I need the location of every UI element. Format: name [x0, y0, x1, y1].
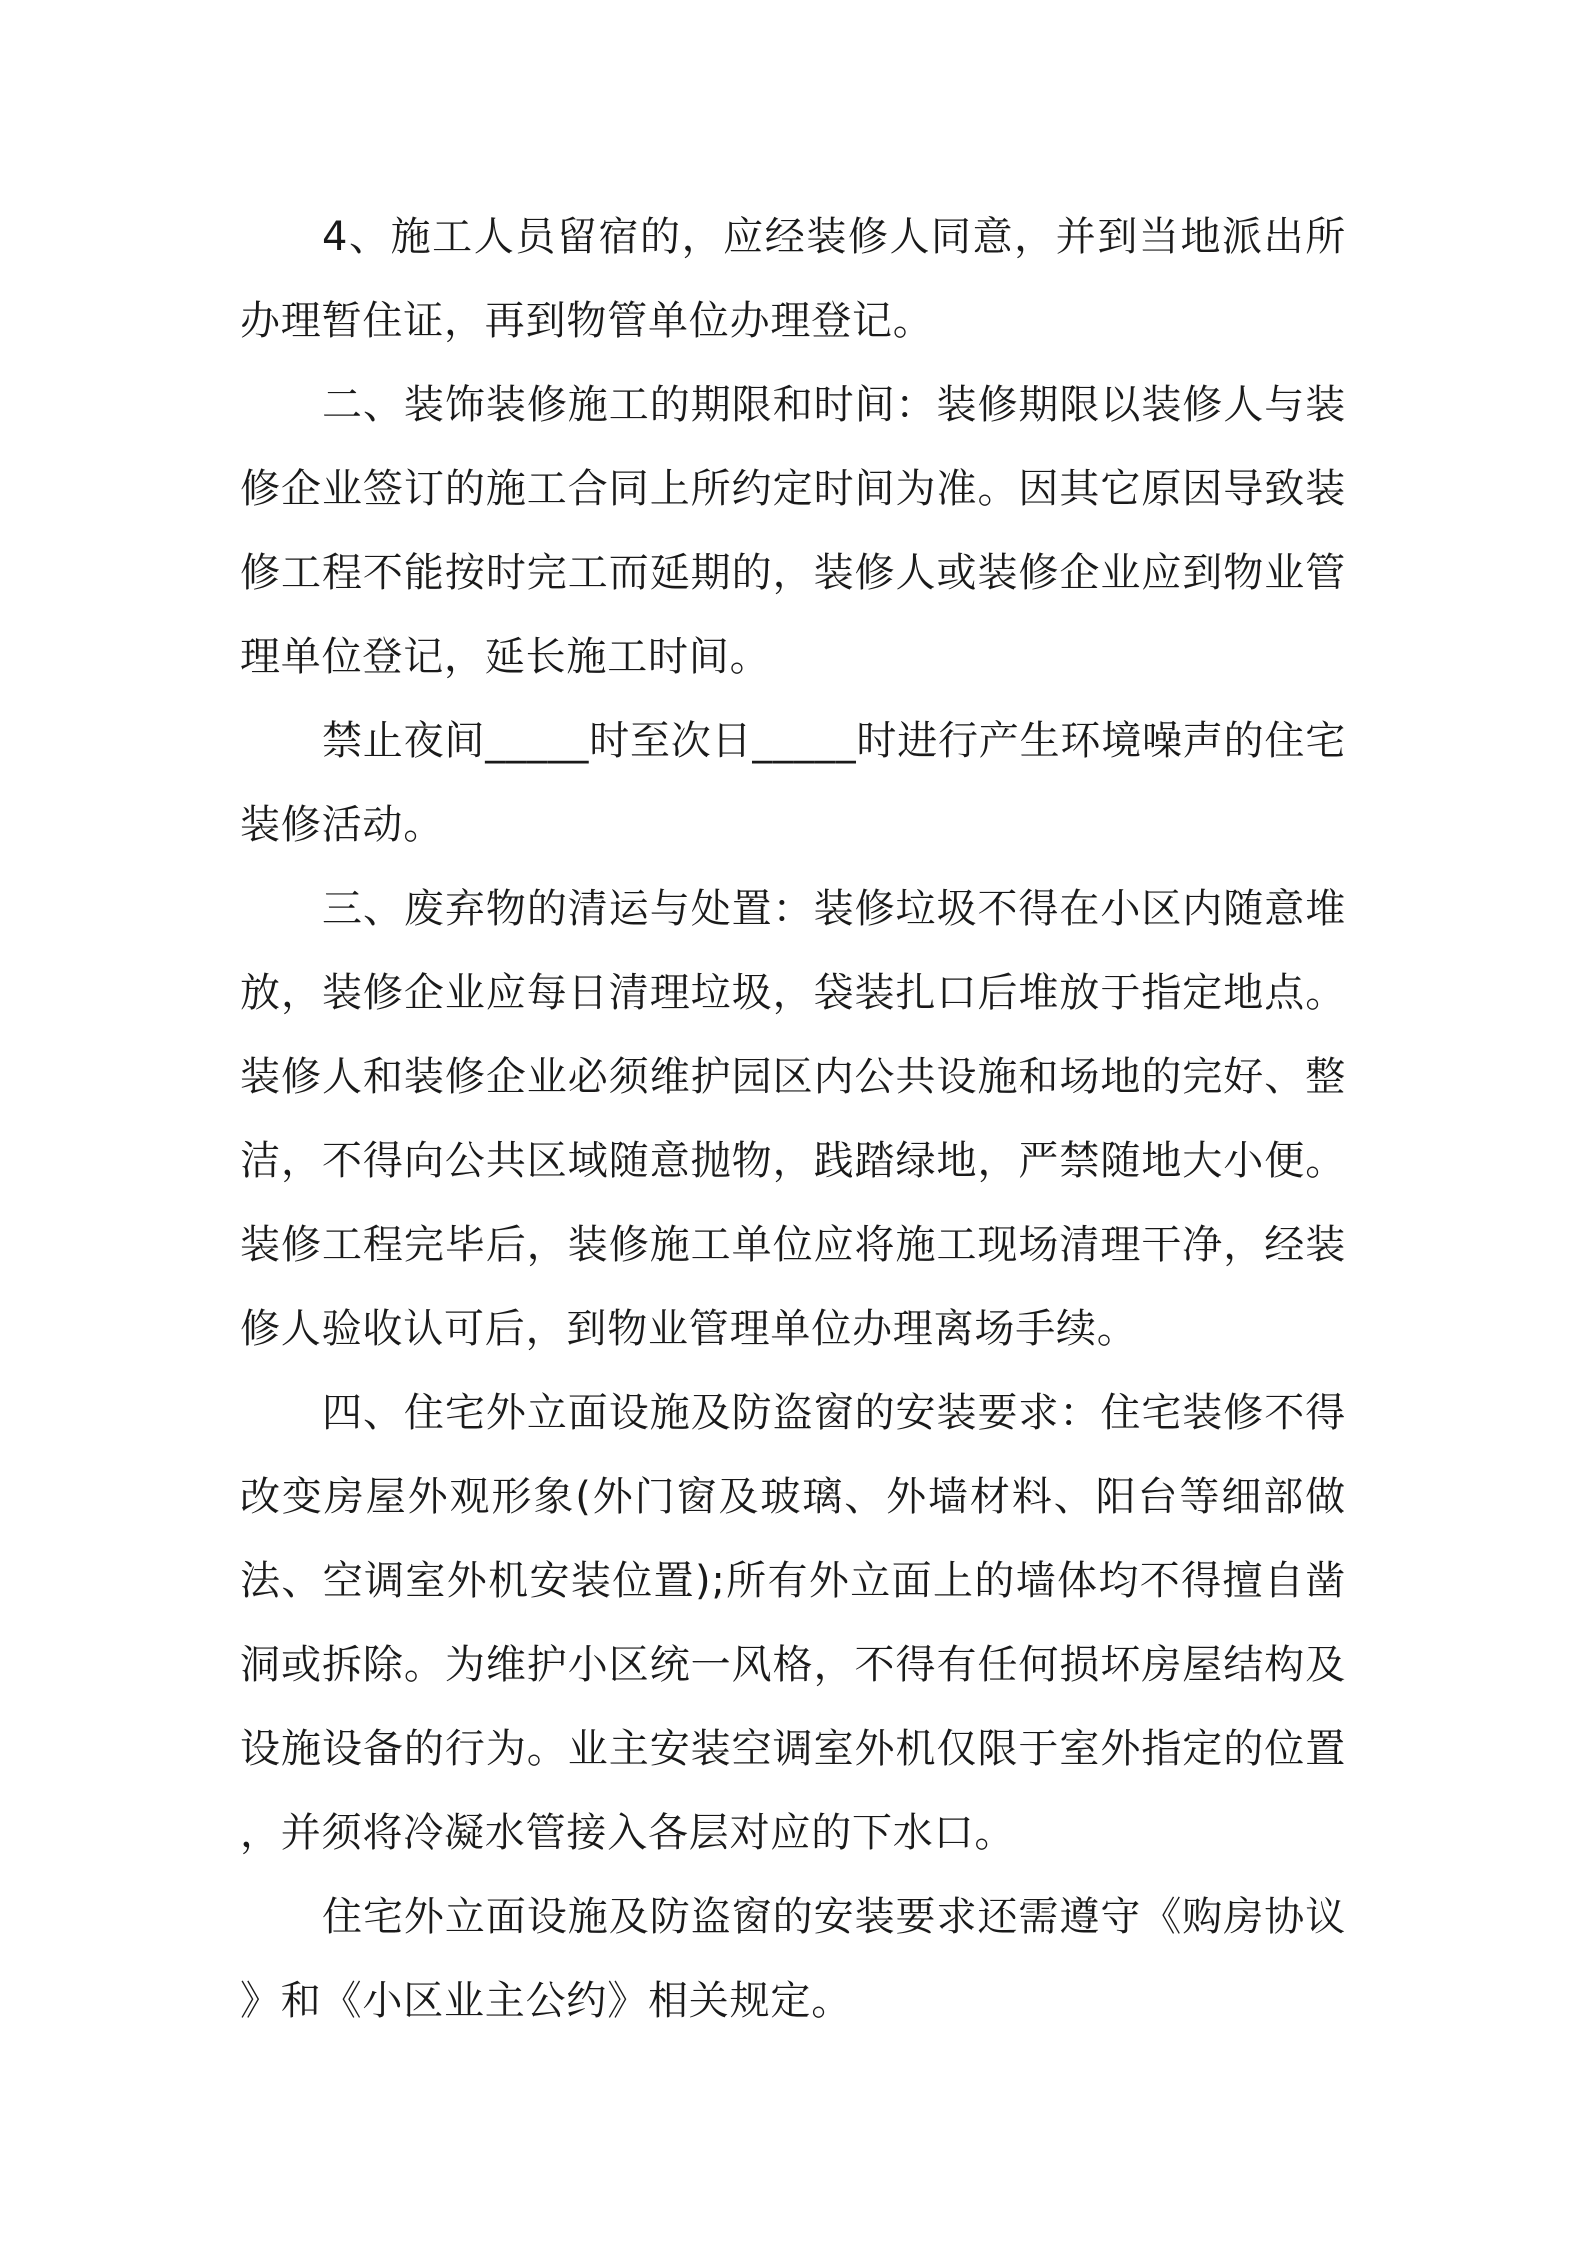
paragraph-section-2-period: 二、装饰装修施工的期限和时间：装修期限以装修人与装修企业签订的施工合同上所约定时间为准。因其它原因导致装修工程不能按时完工而延期的，装修人或装修企业应到物业管理单位登记，延长施工时间。 — [240, 382, 1346, 680]
paragraph-night-ban: 禁止夜间_____时至次日_____时进行产生环境噪声的住宅装修活动。 — [240, 718, 1346, 848]
document-body — [240, 195, 1346, 2043]
paragraph-facade-agreement: 住宅外立面设施及防盗窗的安装要求还需遵守《购房协议》和《小区业主公约》相关规定。 — [240, 1894, 1346, 2024]
paragraph-item-4-lodging: 4、施工人员留宿的，应经装修人同意，并到当地派出所办理暂住证，再到物管单位办理登记。 — [240, 214, 1346, 344]
paragraph-section-4-facade: 四、住宅外立面设施及防盗窗的安装要求：住宅装修不得改变房屋外观形象(外门窗及玻璃、外墙材料、阳台等细部做法、空调室外机安装位置);所有外立面上的墙体均不得擅自凿洞或拆除。为维护小区统一风格，不得有任何损坏房屋结构及设施设备的行为。业主安装空调室外机仅限于室外指定的位置，并须将冷凝水管接入各层对应的下水口。 — [240, 1390, 1346, 1856]
paragraph-section-3-waste: 三、废弃物的清运与处置：装修垃圾不得在小区内随意堆放，装修企业应每日清理垃圾，袋装扎口后堆放于指定地点。装修人和装修企业必须维护园区内公共设施和场地的完好、整洁，不得向公共区域随意抛物，践踏绿地，严禁随地大小便。装修工程完毕后，装修施工单位应将施工现场清理干净，经装修人验收认可后，到物业管理单位办理离场手续。 — [240, 886, 1346, 1352]
